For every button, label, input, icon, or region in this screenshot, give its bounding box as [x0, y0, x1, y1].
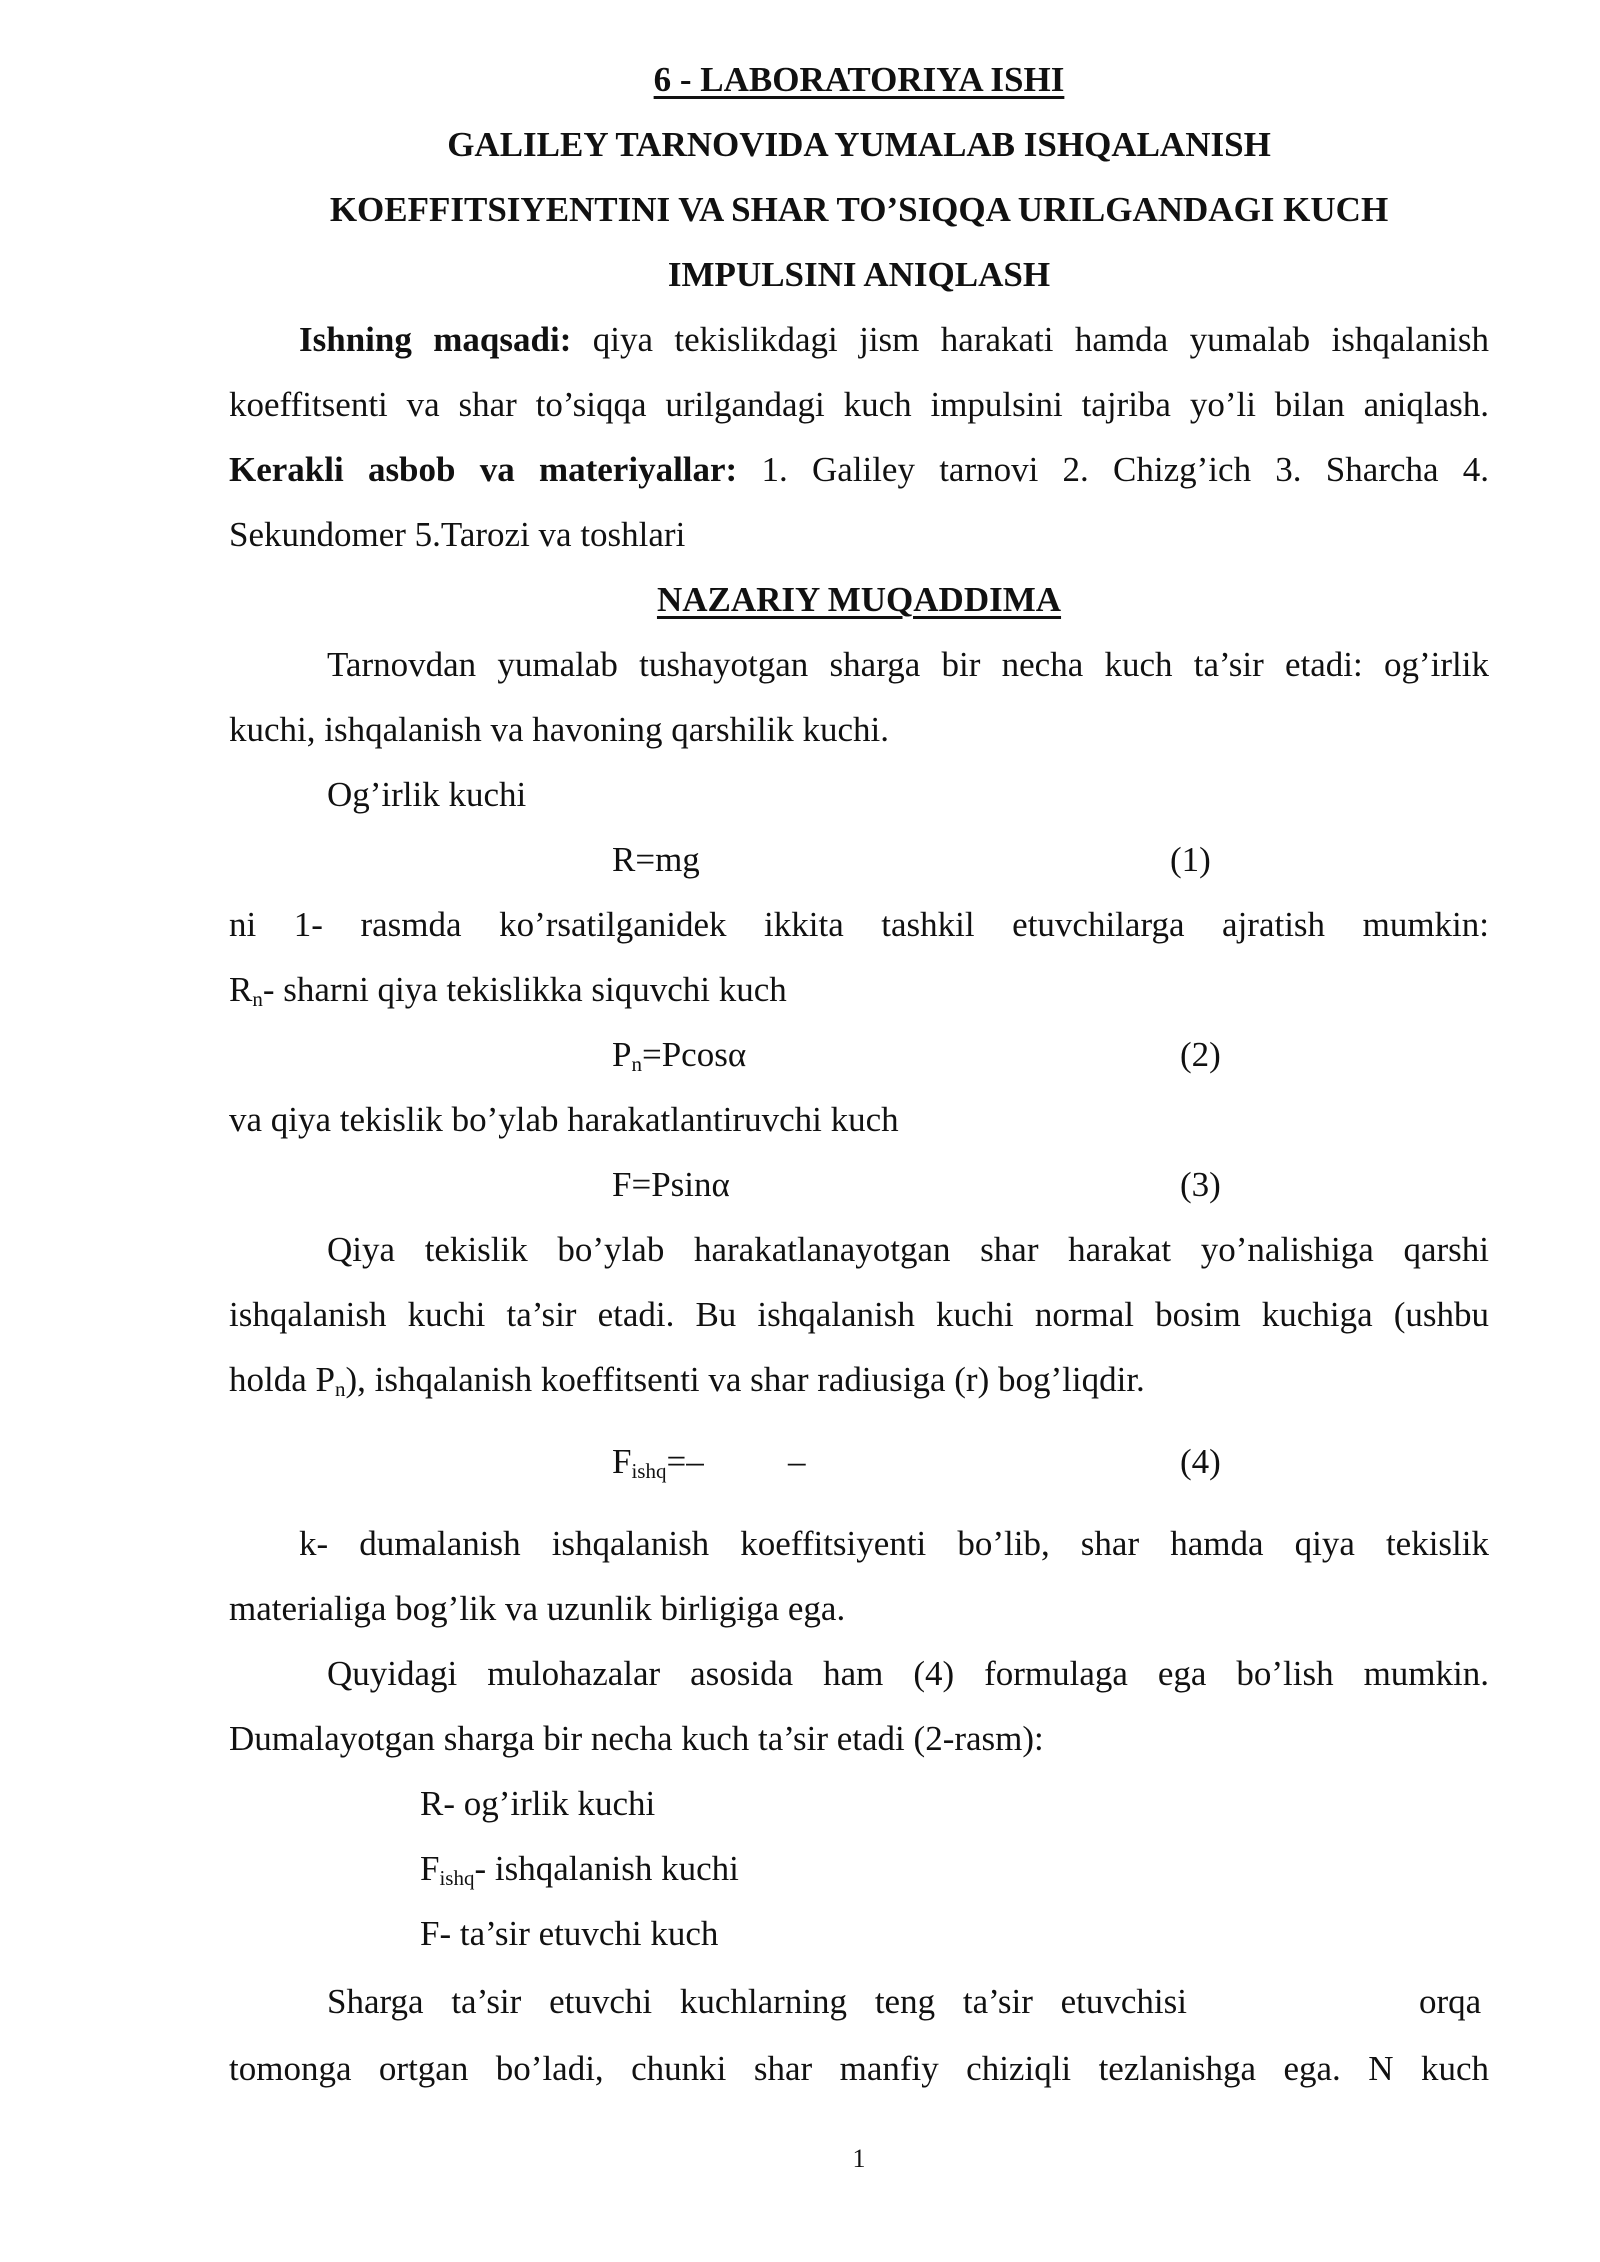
paragraph-2: Og’irlik kuchi [327, 775, 527, 814]
section-title: NAZARIY MUQADDIMA [656, 580, 1062, 619]
paragraph-4: va qiya tekislik bo’ylab harakatlantiruvchi kuch [229, 1100, 899, 1139]
equipment-label: Kerakli asbob va materiyallar: [229, 450, 738, 489]
list-item-2: $F_{ishq}-$ ishqalanish kuchi [420, 1849, 739, 1890]
equipment-line-1: Kerakli asbob va materiyallar: 1. Galiley tarnovi 2. Chizg’ich 3. Sharcha 4. [229, 450, 1489, 489]
equation-2-number: (2) [1180, 1035, 1221, 1074]
purpose-label: Ishning maqsadi: [299, 320, 572, 359]
paragraph-8-line-2: tomonga ortgan bo’ladi, chunki shar manfiy chiziqli tezlanishga ega. N kuch [229, 2049, 1489, 2088]
paragraph-8-line-1-end: orqa [1419, 1982, 1482, 2021]
paragraph-6-line-2: materialiga bog’lik va uzunlik birligiga ega. [229, 1589, 846, 1628]
list-item-1: R- og’irlik kuchi [420, 1784, 656, 1823]
title-line-3: IMPULSINI ANIQLASH [667, 255, 1051, 294]
paragraph-5-line-3: holda $P_n$), ishqalanish koeffitsenti va shar radiusiga (r) bog’liqdir. [229, 1360, 1145, 1401]
title-line-2: KOEFFITSIYENTINI VA SHAR TO’SIQQA URILGANDAGI KUCH [329, 190, 1389, 229]
equipment-line-2: Sekundomer 5.Tarozi va toshlari [229, 515, 686, 554]
paragraph-6-line-1: k- dumalanish ishqalanish koeffitsiyenti bo’lib, shar hamda qiya tekislik [299, 1524, 1489, 1563]
lab-title: 6 - LABORATORIYA ISHI [653, 60, 1065, 99]
page-number: 1 [852, 2144, 866, 2173]
equation-4-fraction-bar: – [788, 1442, 806, 1481]
paragraph-1-line-2: kuchi, ishqalanish va havoning qarshilik kuchi. [229, 710, 890, 749]
list-item-3: F- ta’sir etuvchi kuch [420, 1914, 719, 1953]
paragraph-8-line-1-start: Sharga ta’sir etuvchi kuchlarning teng ta’sir etuvchisi [327, 1982, 1187, 2021]
equation-2: $P_n=Pcos\alpha$ [612, 1035, 747, 1076]
paragraph-3-line-1: ni 1- rasmda ko’rsatilganidek ikkita tashkil etuvchilarga ajratish mumkin: [229, 905, 1489, 944]
equation-3-number: (3) [1180, 1165, 1221, 1204]
equation-1-number: (1) [1170, 840, 1211, 879]
paragraph-5-line-1: Qiya tekislik bo’ylab harakatlanayotgan shar harakat yo’nalishiga qarshi [327, 1230, 1489, 1269]
title-line-1: GALILEY TARNOVIDA YUMALAB ISHQALANISH [447, 125, 1271, 164]
paragraph-7-line-1: Quyidagi mulohazalar asosida ham (4) formulaga ega bo’lish mumkin. [327, 1654, 1489, 1693]
purpose-line-1: Ishning maqsadi: qiya tekislikdagi jism harakati hamda yumalab ishqalanish [299, 320, 1489, 359]
paragraph-3-line-2: $R_n-$ sharni qiya tekislikka siquvchi kuch [229, 970, 787, 1011]
equation-3: F=Psinα [612, 1165, 730, 1204]
equation-1: R=mg [612, 840, 700, 879]
equation-4: $F_{ishq}=-$ [612, 1442, 704, 1483]
paragraph-1-line-1: Tarnovdan yumalab tushayotgan sharga bir necha kuch ta’sir etadi: og’irlik [327, 645, 1489, 684]
equation-4-number: (4) [1180, 1442, 1221, 1481]
purpose-line-2: koeffitsenti va shar to’siqqa urilgandagi kuch impulsini tajriba yo’li bilan aniqlash. [229, 385, 1489, 424]
paragraph-7-line-2: Dumalayotgan sharga bir necha kuch ta’sir etadi (2-rasm): [229, 1719, 1044, 1758]
paragraph-5-line-2: ishqalanish kuchi ta’sir etadi. Bu ishqalanish kuchi normal bosim kuchiga (ushbu [229, 1295, 1489, 1334]
